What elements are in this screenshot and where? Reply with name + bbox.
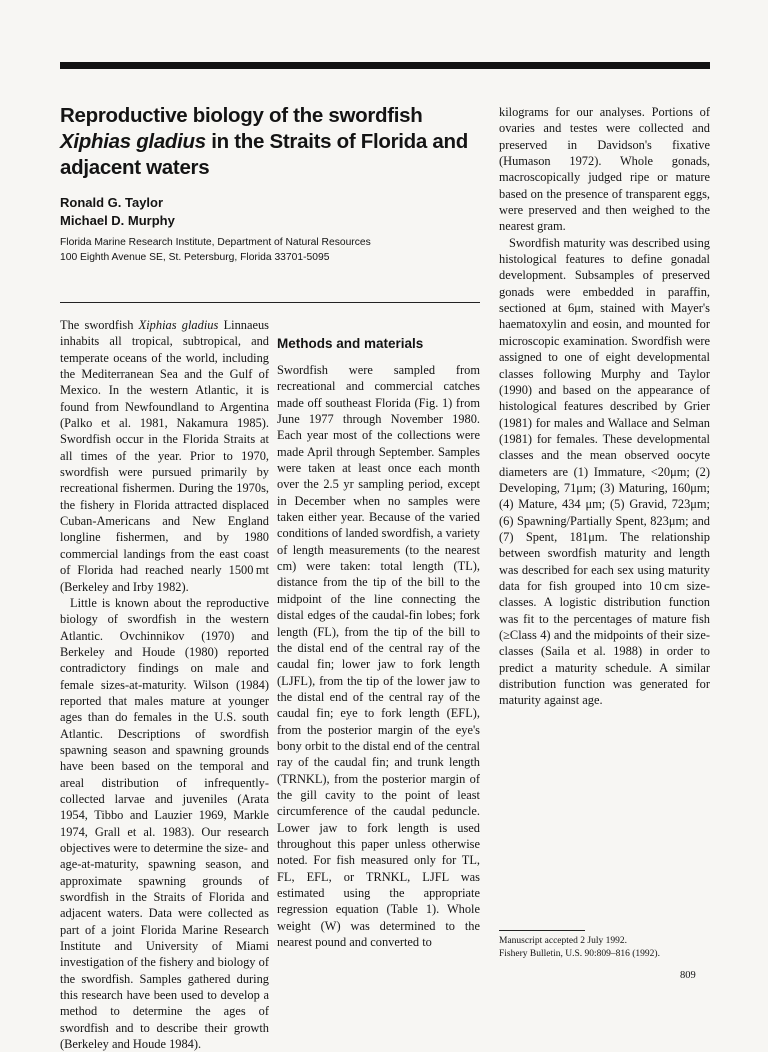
author-name: Ronald G. Taylor <box>60 195 164 210</box>
footnote: Manuscript accepted 2 July 1992. Fishery Bulletin, U.S. 90:809–816 (1992). <box>499 936 660 959</box>
intro-paragraph: Little is known about the reproductive biology of swordfish in the western Atlantic. Ovchinnikov (1970) and Berkeley and Houde (1980) reported contradictory findings on male and female sizes-at-maturity. Wilson (1984) reported that males mature at younger ages than do females in the U.S. south Atlantic. Descriptions of swordfish spawning season and spawning grounds have been based on the temporal and areal distribution of infrequently-collected larvae and juveniles (Arata 1954, Tibbo and Lauzier 1969, Markle 1974, Grall et al. 1983). Our research objectives were to determine the size- and age-at-maturity, spawning season, and approximate spawning grounds of swordfish in the Straits of Florida and adjacent waters. Data were collected as part of a joint Florida Marine Research Institute and University of Miami investigation of the fishery and biology of the swordfish. Samples gathered during this research have been used to develop a method to determine the ages of swordfish and to describe their growth (Berkeley and Houde 1984). <box>60 595 269 1052</box>
text-column-2 <box>277 317 480 950</box>
methods-paragraph-continued: kilograms for our analyses. Portions of ovaries and testes were collected and preserved in Davidson's fixative (Humason 1972). Whole gonads, macroscopically judged ripe or mature based on the presence of transparent eggs, were preserved and then weighed to the nearest gram. <box>499 105 710 234</box>
header-rule <box>60 62 710 69</box>
text-column-1 <box>60 317 269 1052</box>
methods-paragraph: Swordfish were sampled from recreational and commercial catches made off southeast Florida (Fig. 1) from June 1977 through November 1980. Each year most of the collections were made April through September. Samples were taken at least once each month over the 2.5 yr sampling period, except in December when no samples were taken either year. Because of the varied conditions of landed swordfish, a variety of length measurements (to the nearest cm) were taken: total length (TL), distance from the tip of the bill to the midpoint of the line connecting the distal edges of the caudal-fin lobes; fork length (FL), from the tip of the bill to the distal end of the central ray of the caudal fin; lower jaw to fork length (LJFL), from the tip of the lower jaw to the distal end of the central ray of the caudal fin; eye to fork length (EFL), from the posterior margin of the eye's bony orbit to the distal end of the central ray of the caudal fin; and trunk length (TRNKL), from the posterior margin of the gill cavity to the point of least circumference of the caudal peduncle. Lower jaw to fork length is used throughout this paper unless otherwise noted. For fish measured only for TL, FL, EFL, or TRNKL, LJFL was estimated using the appropriate regression equation (Table 1). Whole weight (W) was determined to the nearest pound and converted to <box>277 363 480 950</box>
author-affiliation: Florida Marine Research Institute, Department of Natural Resources 100 Eighth Avenue SE, St. Petersburg, Florida 33701-5095 <box>60 237 371 263</box>
author-name: Michael D. Murphy <box>60 213 175 228</box>
intro-paragraph: The swordfish Xiphias gladius Linnaeus inhabits all tropical, subtropical, and temperate oceans of the world, including the Mediterranean Sea and the Gulf of Mexico. In the western Atlantic, it is found from Newfoundland to Argentina (Palko et al. 1981, Nakamura 1985). Swordfish occur in the Florida Straits at all times of the year. Prior to 1970, swordfish were pursued primarily by recreational fishermen. During the 1970s, the fishery in Florida attracted displaced Cuban-Americans and New England longline fishermen, and by 1980 commercial landings from the east coast of Florida had reached nearly 1500 mt (Berkeley and Irby 1982). <box>60 318 269 594</box>
author-list <box>60 194 175 230</box>
section-heading: Methods and materials <box>277 336 424 351</box>
page-number: 809 <box>680 970 696 981</box>
methods-paragraph: Swordfish maturity was described using histological features to define gonadal development. Subsamples of preserved gonads were embedded in paraffin, sectioned at 6μm, stained with Mayer's haematoxylin and eosin, and mounted for microscopic examination. Swordfish were assigned to one of eight developmental classes following Murphy and Taylor (1990) and based on the appearance of histological features described by Grier (1981) for males and Wallace and Selman (1981) for females. These developmental classes and the mean observed oocyte diameters are (1) Immature, <20μm; (2) Developing, 71μm; (3) Maturing, 160μm; (4) Mature, 434 μm; (5) Gravid, 723μm; (6) Spawning/Partially Spent, 823μm; and (7) Spent, 181μm. The relationship between swordfish maturity and length was described for each sex using maturity data for fish grouped into 10 cm size-classes. A logistic distribution function was fit to the percentages of mature fish (≥Class 4) and the midpoints of their size-classes (Saila et al. 1988) in order to predict a maturity schedule. A similar distribution function was generated for maturity against age. <box>499 235 710 708</box>
footnote-divider <box>499 930 585 931</box>
title-divider <box>60 302 480 303</box>
article-title: Reproductive biology of the swordfish Xiphias gladius in the Straits of Florida and adjacent waters <box>60 104 468 179</box>
text-column-3 <box>499 104 710 709</box>
